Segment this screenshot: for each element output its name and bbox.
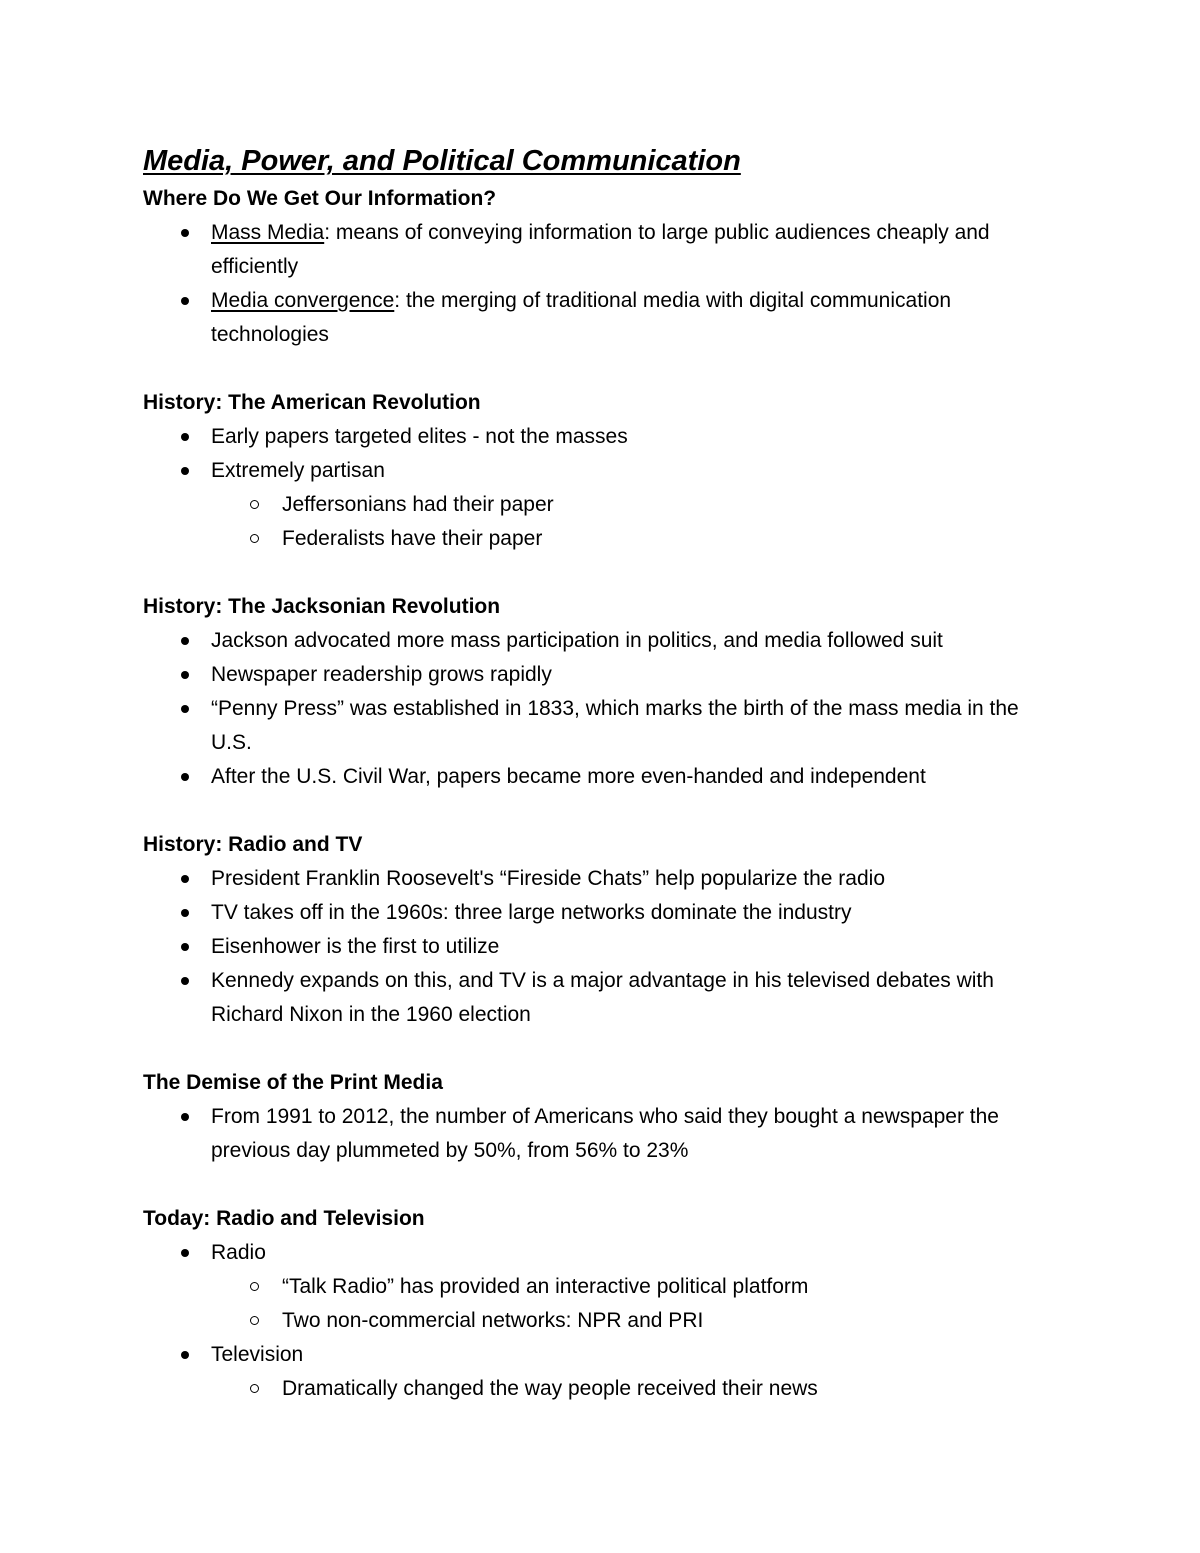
item-text: : means of conveying information to large public audiences cheaply and efficiently [211,221,990,278]
term-label: Mass Media [211,221,325,244]
bullet-list [143,1338,1063,1372]
bullet-circle-icon [250,500,259,509]
bullet-list [143,1100,1063,1168]
sub-item-text: Dramatically changed the way people received their news [282,1377,818,1400]
bullet-circle-icon [250,534,259,543]
list-item [143,760,1063,794]
item-text: After the U.S. Civil War, papers became more even-handed and independent [211,765,926,788]
bullet-dot-icon [181,773,189,781]
term-label: Media convergence [211,289,395,312]
item-text: Newspaper readership grows rapidly [211,663,552,686]
list-item [143,896,1063,930]
section-heading: History: The American Revolution [143,391,481,414]
bullet-dot-icon [181,977,189,985]
sub-list-item [211,488,1063,522]
item-text: President Franklin Roosevelt's “Fireside Chats” help popularize the radio [211,867,885,890]
bullet-dot-icon [181,297,189,305]
section-print-media-demise [143,1066,1063,1168]
sub-bullet-list [143,1372,1063,1406]
section-american-revolution [143,386,1063,556]
item-text: From 1991 to 2012, the number of Americans who said they bought a newspaper the previous day plummeted by 50%, from 56% to 23% [211,1105,999,1162]
item-text: TV takes off in the 1960s: three large networks dominate the industry [211,901,852,924]
bullet-list [143,216,1063,352]
list-item [143,930,1063,964]
section-heading: Where Do We Get Our Information? [143,187,497,210]
section-today-radio-television [143,1202,1063,1406]
bullet-dot-icon [181,467,189,475]
list-item [143,1236,1063,1270]
list-item [143,692,1063,760]
item-text: Radio [211,1241,266,1264]
list-item [143,420,1063,454]
bullet-dot-icon [181,1113,189,1121]
section-heading: The Demise of the Print Media [143,1071,443,1094]
sub-item-text: “Talk Radio” has provided an interactive political platform [282,1275,809,1298]
sub-item-text: Two non-commercial networks: NPR and PRI [282,1309,704,1332]
item-text: Eisenhower is the first to utilize [211,935,500,958]
bullet-dot-icon [181,1249,189,1257]
bullet-dot-icon [181,943,189,951]
sub-list-item [211,1304,1063,1338]
list-item [143,964,1063,1032]
bullet-list [143,862,1063,1032]
item-text: Jackson advocated more mass participation in politics, and media followed suit [211,629,943,652]
list-item [143,216,1063,284]
sub-list-item [211,1270,1063,1304]
item-text: Television [211,1343,304,1366]
bullet-dot-icon [181,433,189,441]
list-item [143,862,1063,896]
bullet-dot-icon [181,229,189,237]
sub-item-text: Jeffersonians had their paper [282,493,554,516]
sub-list-item [211,522,1063,556]
section-heading: History: The Jacksonian Revolution [143,595,501,618]
section-radio-and-tv-history [143,828,1063,1032]
sub-item-text: Federalists have their paper [282,527,543,550]
sub-list-item [211,1372,1063,1406]
section-jacksonian-revolution [143,590,1063,794]
item-text: : the merging of traditional media with digital communication technologies [211,289,952,346]
item-text: Early papers targeted elites - not the masses [211,425,628,448]
list-item [143,284,1063,352]
section-heading: Today: Radio and Television [143,1207,425,1230]
sub-bullet-list [143,488,1063,556]
bullet-circle-icon [250,1384,259,1393]
section-heading: History: Radio and TV [143,833,363,856]
document-page [143,140,1063,1440]
bullet-dot-icon [181,909,189,917]
section-information-sources [143,182,1063,352]
sub-bullet-list [143,1270,1063,1338]
document-title: Media, Power, and Political Communication [143,145,741,177]
list-item [143,1338,1063,1372]
list-item [143,1100,1063,1168]
list-item [143,624,1063,658]
bullet-circle-icon [250,1282,259,1291]
bullet-dot-icon [181,875,189,883]
item-text: Extremely partisan [211,459,385,482]
bullet-dot-icon [181,637,189,645]
bullet-dot-icon [181,671,189,679]
list-item [143,658,1063,692]
bullet-dot-icon [181,705,189,713]
item-text: Kennedy expands on this, and TV is a major advantage in his televised debates with Richard Nixon in the 1960 election [211,969,994,1026]
list-item [143,454,1063,488]
bullet-list [143,624,1063,794]
bullet-dot-icon [181,1351,189,1359]
bullet-list [143,420,1063,488]
item-text: “Penny Press” was established in 1833, which marks the birth of the mass media in the U.S. [211,697,1019,754]
bullet-list [143,1236,1063,1270]
bullet-circle-icon [250,1316,259,1325]
